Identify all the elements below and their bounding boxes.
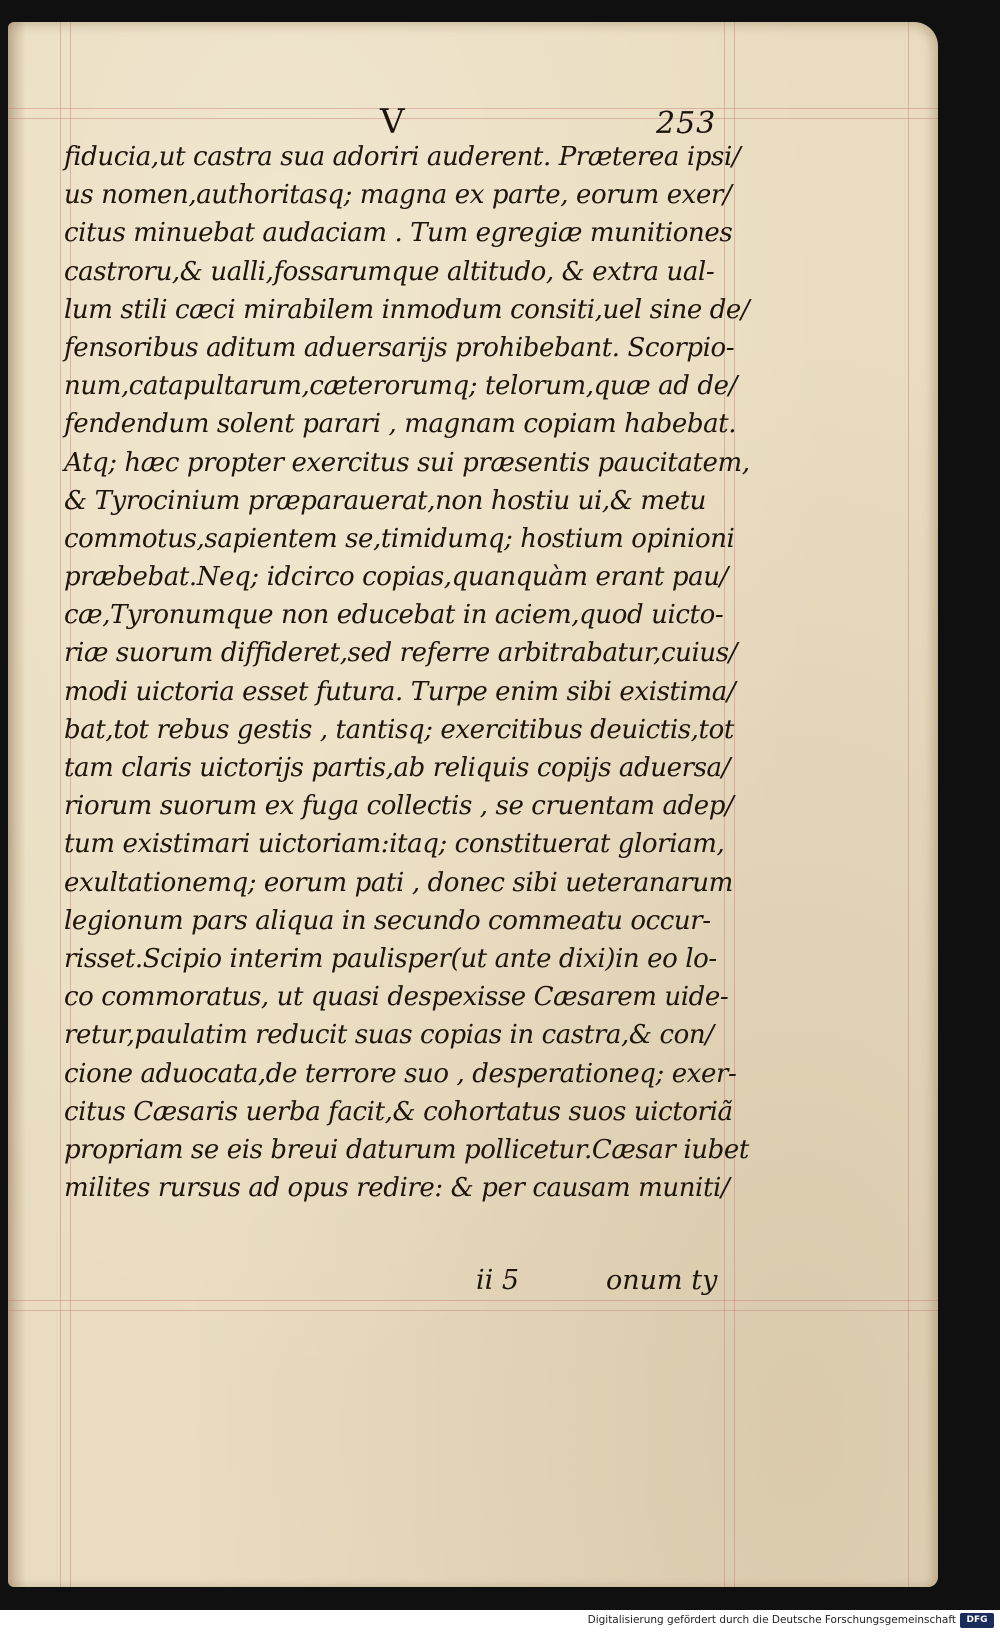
margin-rule-right-outer: [734, 22, 735, 1587]
credit-bar: [0, 1610, 1000, 1632]
text-line: tam claris uictorijs partis,ab reliquis copijs aduersa/: [64, 753, 730, 783]
text-line: co commoratus, ut quasi despexisse Cæsarem uide-: [64, 982, 729, 1013]
dfg-logo-icon: DFG: [960, 1613, 994, 1628]
edge-rule-right: [908, 22, 909, 1587]
text-line: fendendum solent parari , magnam copiam habebat.: [64, 409, 737, 440]
text-line: citus Cæsaris uerba facit,& cohortatus suos uictoriã: [64, 1096, 733, 1127]
text-line: cione aduocata,de terrore suo , desperationeq; exer-: [64, 1058, 737, 1089]
text-line: riorum suorum ex fuga collectis , se cruentam adep/: [64, 791, 734, 822]
signature-mark: V: [380, 102, 405, 142]
funding-credit: Digitalisierung gefördert durch die Deutsche Forschungsgemeinschaft: [587, 1614, 956, 1626]
page-footer-line: [8, 1265, 938, 1305]
text-line: modi uictoria esset futura. Turpe enim sibi existima/: [64, 676, 736, 707]
text-line: præbebat.Neq; idcirco copias,quanquàm erant pau/: [64, 562, 728, 593]
text-line: Atq; hæc propter exercitus sui præsentis paucitatem,: [64, 447, 750, 478]
page-number: 253: [656, 106, 717, 141]
text-line: num,catapultarum,cæterorumq; telorum,quæ ad de/: [64, 371, 737, 402]
text-line: retur,paulatim reducit suas copias in castra,& con/: [64, 1020, 714, 1051]
text-line: riæ suorum diffideret,sed referre arbitrabatur,cuius/: [64, 638, 738, 669]
text-line: & Tyrocinium præparauerat,non hostiu ui,& metu: [64, 485, 706, 516]
text-line: risset.Scipio interim paulisper(ut ante dixi)in eo lo-: [64, 943, 717, 974]
text-line: fensoribus aditum aduersarijs prohibebant. Scorpio-: [64, 332, 735, 363]
text-line: exultationemq; eorum pati , donec sibi ueteranarum: [64, 867, 733, 898]
margin-rule-top-inner: [8, 118, 938, 119]
catchword: onum ty: [606, 1265, 718, 1296]
margin-rule-bottom-outer: [8, 1310, 938, 1311]
gathering-signature: ii 5: [476, 1265, 520, 1296]
margin-rule-left-outer: [60, 22, 61, 1587]
text-line: cæ,Tyronumque non educebat in aciem,quod uicto-: [64, 600, 724, 631]
text-line: legionum pars aliqua in secundo commeatu occur-: [64, 905, 711, 936]
binding-shadow: [8, 22, 26, 1587]
text-line: us nomen,authoritasq; magna ex parte, eorum exer/: [64, 180, 732, 211]
text-line: fiducia,ut castra sua adoriri auderent. Præterea ipsi/: [64, 142, 741, 172]
text-line: milites rursus ad opus redire: & per causam muniti/: [64, 1173, 730, 1204]
text-line: lum stili cæci mirabilem inmodum consiti,uel sine de/: [64, 294, 750, 325]
text-line: bat,tot rebus gestis , tantisq; exercitibus deuictis,tot: [64, 714, 734, 745]
text-line: commotus,sapientem se,timidumq; hostium opinioni: [64, 523, 735, 554]
margin-rule-top-outer: [8, 108, 938, 109]
text-line: citus minuebat audaciam . Tum egregiæ munitiones: [64, 218, 733, 249]
body-text: [64, 138, 750, 1207]
text-line: castroru,& ualli,fossarumque altitudo, & extra ual-: [64, 256, 715, 287]
text-line: propriam se eis breui daturum pollicetur.Cæsar iubet: [64, 1134, 749, 1165]
book-page: [8, 22, 938, 1587]
text-line: tum existimari uictoriam:itaq; constituerat gloriam,: [64, 829, 725, 860]
